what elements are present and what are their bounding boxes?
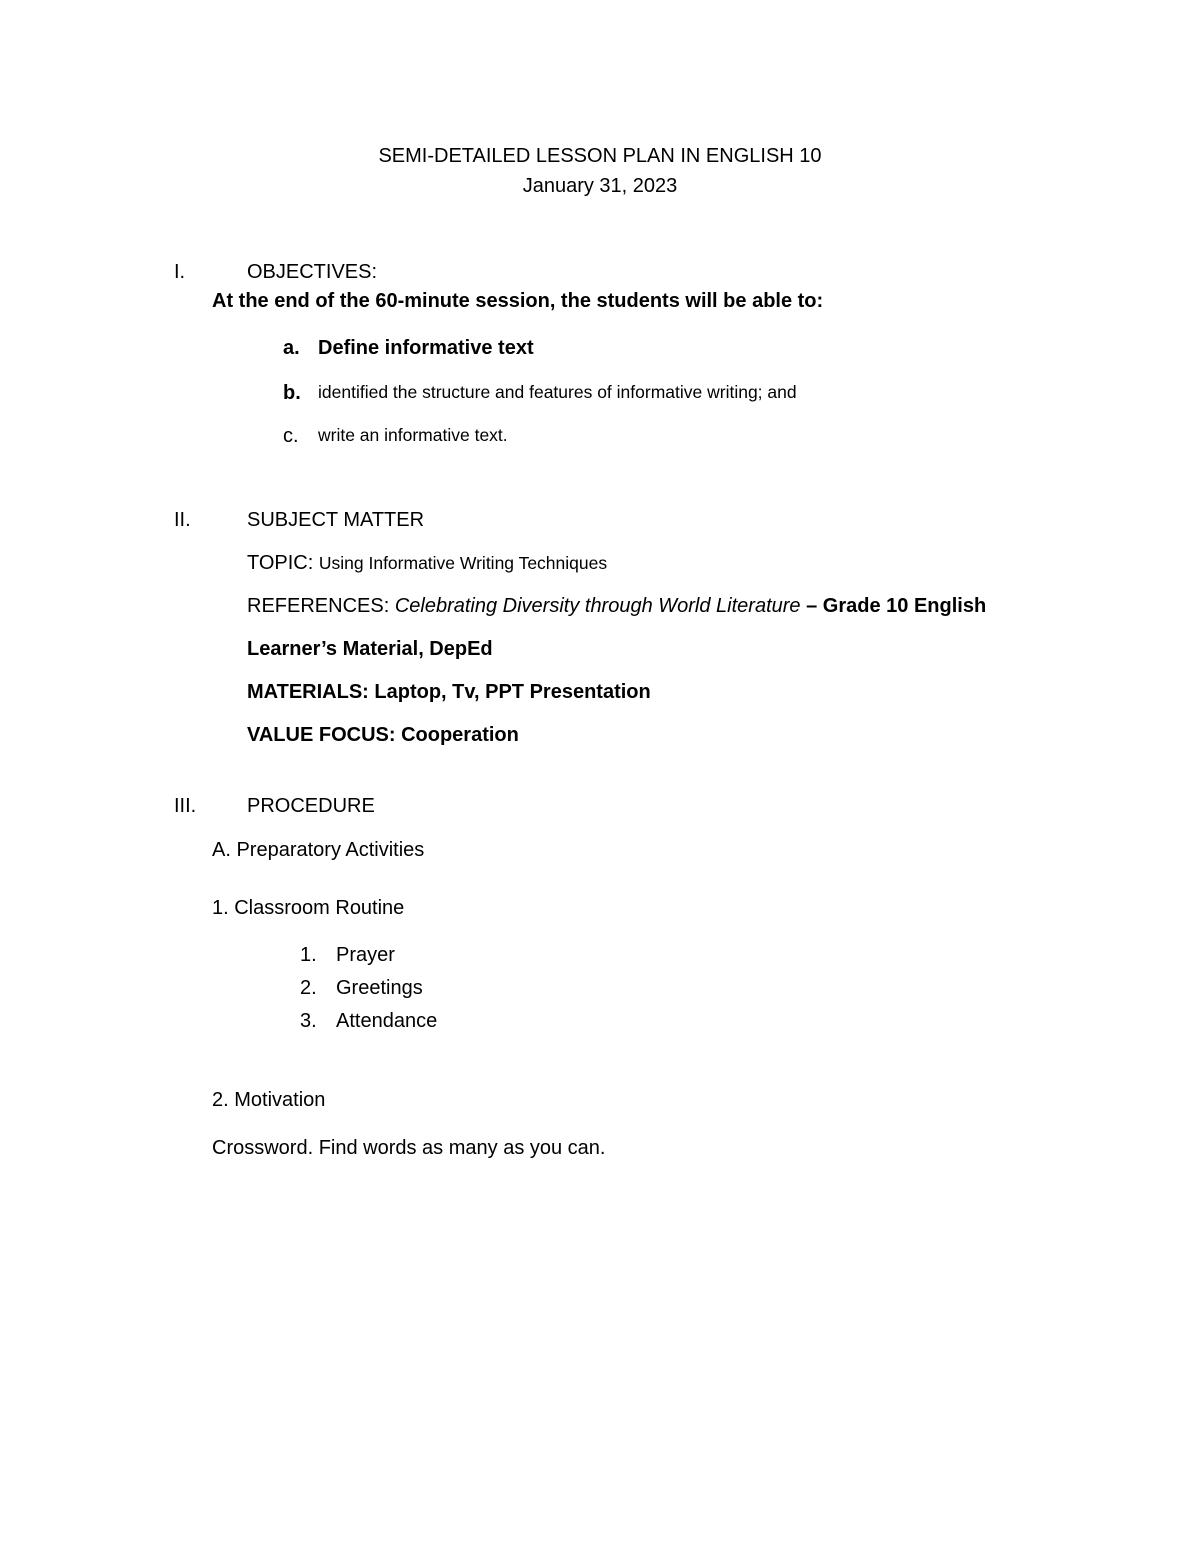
topic-line xyxy=(247,553,607,573)
motivation-heading: 2. Motivation xyxy=(212,1089,326,1111)
routine-marker-3: 3. xyxy=(300,1010,317,1032)
objective-marker-c: c. xyxy=(283,425,299,447)
references-title: Celebrating Diversity through World Literature xyxy=(394,595,801,617)
motivation-text: Crossword. Find words as many as you can. xyxy=(212,1137,606,1159)
topic-label: TOPIC: xyxy=(247,552,319,574)
section-heading-procedure: PROCEDURE xyxy=(247,795,375,817)
section-numeral-procedure: III. xyxy=(174,795,197,817)
objectives-intro: At the end of the 60-minute session, the students will be able to: xyxy=(212,290,824,312)
document-title: SEMI-DETAILED LESSON PLAN IN ENGLISH 10 xyxy=(378,145,822,167)
references-line xyxy=(247,596,986,616)
references-rest: – Grade 10 English xyxy=(800,595,987,617)
routine-marker-1: 1. xyxy=(300,944,317,966)
routine-item-greetings: Greetings xyxy=(336,977,423,999)
section-heading-subject-matter: SUBJECT MATTER xyxy=(247,509,425,531)
classroom-routine-heading: 1. Classroom Routine xyxy=(212,897,405,919)
value-focus-line: VALUE FOCUS: Cooperation xyxy=(247,724,519,746)
section-heading-objectives: OBJECTIVES: xyxy=(247,261,378,283)
section-numeral-subject-matter: II. xyxy=(174,509,191,531)
objective-item-a: Define informative text xyxy=(318,337,534,359)
preparatory-activities-heading: A. Preparatory Activities xyxy=(212,839,425,861)
objective-marker-a: a. xyxy=(283,337,300,359)
objective-item-c: write an informative text. xyxy=(318,425,508,445)
materials-line: MATERIALS: Laptop, Tv, PPT Presentation xyxy=(247,681,651,703)
references-label: REFERENCES: xyxy=(247,595,395,617)
routine-marker-2: 2. xyxy=(300,977,317,999)
routine-item-prayer: Prayer xyxy=(336,944,395,966)
references-line-2: Learner’s Material, DepEd xyxy=(247,638,493,660)
section-numeral-objectives: I. xyxy=(174,261,186,283)
topic-value: Using Informative Writing Techniques xyxy=(318,553,608,573)
objective-marker-b: b. xyxy=(283,382,301,404)
objective-item-b: identified the structure and features of informative writing; and xyxy=(318,382,797,402)
routine-item-attendance: Attendance xyxy=(336,1010,438,1032)
document-date: January 31, 2023 xyxy=(522,175,678,197)
